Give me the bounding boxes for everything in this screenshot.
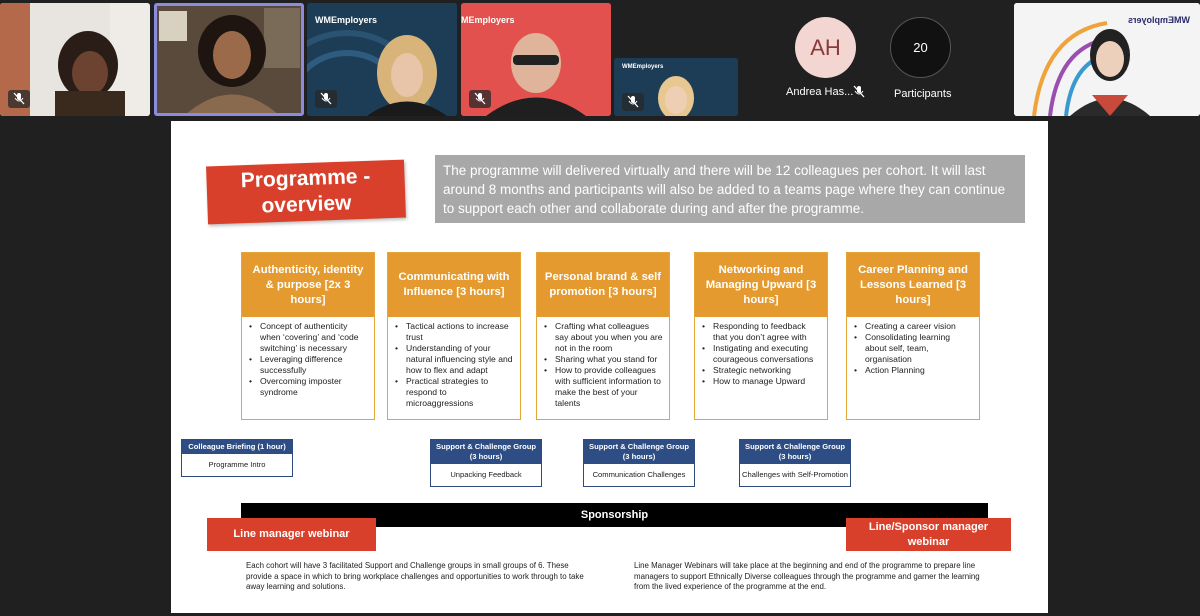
video-tile-3[interactable]: [307, 3, 457, 116]
webinar-left: Line manager webinar: [207, 518, 376, 551]
module-bullet: • Creating a career vision: [853, 321, 973, 332]
webinar-right: Line/Sponsor manager webinar: [846, 518, 1011, 551]
group-card: [583, 439, 695, 487]
sponsorship-bar: Sponsorship: [241, 503, 988, 527]
avatar[interactable]: AH: [795, 17, 856, 78]
brand-watermark-mirrored: WMEmployers: [1127, 15, 1190, 25]
group-body: Unpacking Feedback: [450, 470, 522, 479]
footnote-right: Line Manager Webinars will take place at the beginning and end of the programme to prepare line managers to support Ethnically Diverse colleagues through the programme and garner the learning from the lived experience of the programme at the end.: [634, 561, 980, 591]
module-title: Communicating with Influence [3 hours]: [388, 253, 520, 317]
group-body: Communication Challenges: [592, 470, 686, 479]
group-title: Support & Challenge Group (3 hours): [740, 440, 850, 464]
participant-video-2: [154, 3, 304, 116]
module-bullet: • Strategic networking: [701, 365, 821, 376]
module-bullet: • Practical strategies to respond to microaggressions: [394, 376, 514, 409]
brand-watermark-short: MEmployers: [461, 15, 515, 25]
muted-mic-icon: [622, 93, 644, 111]
group-card: [739, 439, 851, 487]
module-card: [241, 252, 375, 420]
muted-mic-icon: [315, 90, 337, 108]
module-bullet: • Crafting what colleagues say about you when you are not in the room: [543, 321, 663, 354]
muted-mic-icon: [8, 90, 30, 108]
module-bullet: • Sharing what you stand for: [543, 354, 663, 365]
video-tile-5[interactable]: [614, 58, 738, 116]
module-bullet: • Overcoming imposter syndrome: [248, 376, 368, 398]
module-bullet: • Instigating and executing courageous conversations: [701, 343, 821, 365]
module-bullet: • Leveraging difference successfully: [248, 354, 368, 376]
brand-watermark: WMEmployers: [315, 15, 378, 25]
video-tile-4[interactable]: [461, 3, 611, 116]
module-title: Networking and Managing Upward [3 hours]: [695, 253, 827, 317]
module-bullet: • Responding to feedback that you don’t agree with: [701, 321, 821, 343]
module-title: Career Planning and Lessons Learned [3 hours]: [847, 253, 979, 317]
module-bullet: • How to manage Upward: [701, 376, 821, 387]
module-bullet: • Understanding of your natural influencing style and how to flex and adapt: [394, 343, 514, 376]
module-bullet: • Consolidating learning about self, team, organisation: [853, 332, 973, 365]
brand-watermark: WMEmployers: [622, 64, 664, 70]
group-title: Support & Challenge Group (3 hours): [431, 440, 541, 464]
group-title: Support & Challenge Group (3 hours): [584, 440, 694, 464]
participants-count[interactable]: 20: [890, 17, 951, 78]
module-bullet: • How to provide colleagues with sufficient information to make the best of your talents: [543, 365, 663, 409]
self-video-tile[interactable]: [1014, 3, 1200, 116]
module-card: [387, 252, 521, 420]
slide-description: The programme will delivered virtually and there will be 12 colleagues per cohort. It will last around 8 months and participants will also be added to a teams page where they can continue to support each other and collaborate during and after the programme.: [435, 155, 1025, 223]
group-card: [181, 439, 293, 477]
module-bullet: • Tactical actions to increase trust: [394, 321, 514, 343]
module-title: Personal brand & self promotion [3 hours]: [537, 253, 669, 317]
group-body: Programme Intro: [208, 460, 266, 469]
participants-label: Participants: [894, 88, 952, 100]
module-card: [536, 252, 670, 420]
module-card: [846, 252, 980, 420]
shared-slide: [171, 121, 1048, 613]
group-card: [430, 439, 542, 487]
module-bullet: • Concept of authenticity when ‘covering’ and ‘code switching’ is necessary: [248, 321, 368, 354]
video-tile-1[interactable]: [0, 3, 150, 116]
muted-mic-icon: [853, 85, 865, 98]
footnote-left: Each cohort will have 3 facilitated Support and Challenge groups in small groups of 6. These provide a space in which to bring workplace challenges and opportunities to work through to take away learning and solutions.: [246, 561, 584, 591]
muted-mic-icon: [469, 90, 491, 108]
participant-strip: [0, 0, 1200, 118]
video-tile-2[interactable]: [154, 3, 304, 116]
slide-title: Programme - overview: [206, 160, 406, 225]
group-body: Challenges with Self-Promotion: [742, 470, 848, 479]
module-card: [694, 252, 828, 420]
module-bullet: • Action Planning: [853, 365, 973, 376]
group-title: Colleague Briefing (1 hour): [182, 440, 292, 454]
avatar-name: Andrea Has...: [786, 86, 854, 98]
module-title: Authenticity, identity & purpose [2x 3 hours]: [242, 253, 374, 317]
